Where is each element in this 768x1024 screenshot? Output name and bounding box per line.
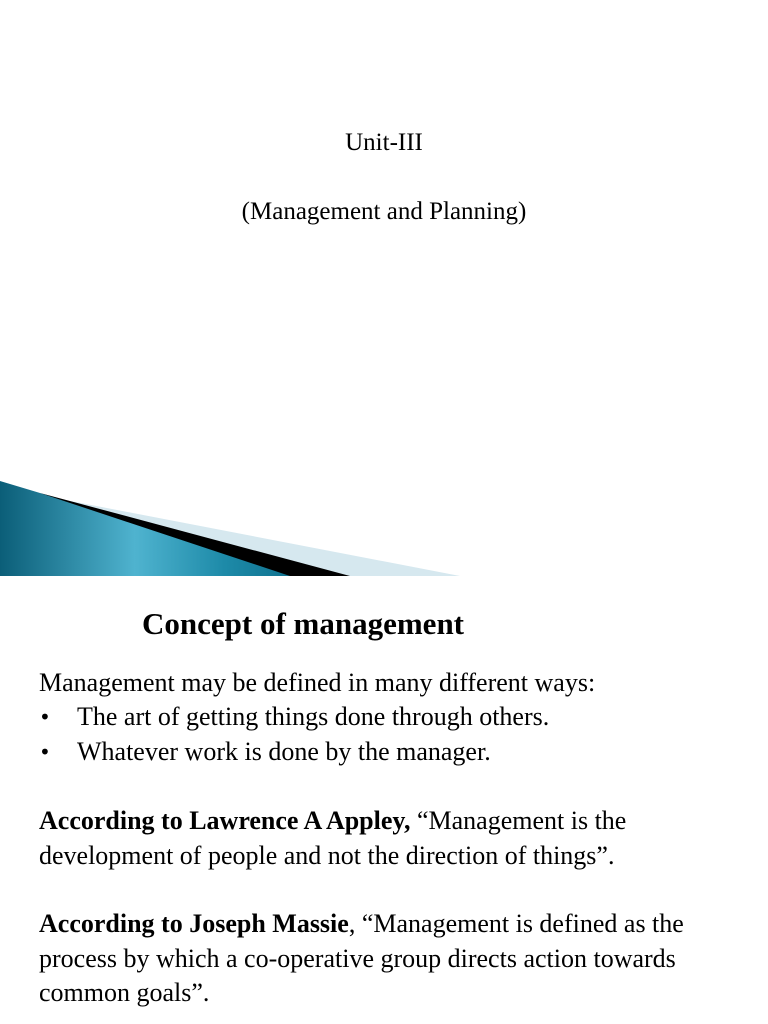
intro-text: Management may be defined in many different ways: bbox=[39, 668, 596, 697]
bullet-icon: • bbox=[39, 705, 51, 729]
definition-quote: , “Management is defined as the process by which a co-operative group directs action towards common goals”. bbox=[39, 909, 684, 1007]
definition-quote: “Management is the development of people and not the direction of things”. bbox=[39, 806, 627, 870]
bullet-icon: • bbox=[39, 739, 51, 764]
slide-heading: Concept of management bbox=[142, 606, 465, 641]
slide-title: Unit-III bbox=[345, 129, 423, 156]
list-item bbox=[39, 735, 549, 770]
list-item-text: Whatever work is done by the manager. bbox=[77, 736, 491, 766]
slide-subtitle: (Management and Planning) bbox=[241, 198, 527, 225]
definition-massie bbox=[39, 907, 739, 1011]
definition-author: According to Lawrence A Appley, bbox=[39, 806, 411, 835]
definition-author: According to Joseph Massie bbox=[39, 909, 349, 938]
bullet-list bbox=[39, 700, 549, 769]
content-slide bbox=[0, 576, 768, 1024]
list-item-text: The art of getting things done through others. bbox=[77, 702, 550, 731]
list-item bbox=[39, 700, 549, 735]
definition-appley bbox=[39, 804, 739, 873]
decorative-swoosh bbox=[0, 481, 460, 576]
